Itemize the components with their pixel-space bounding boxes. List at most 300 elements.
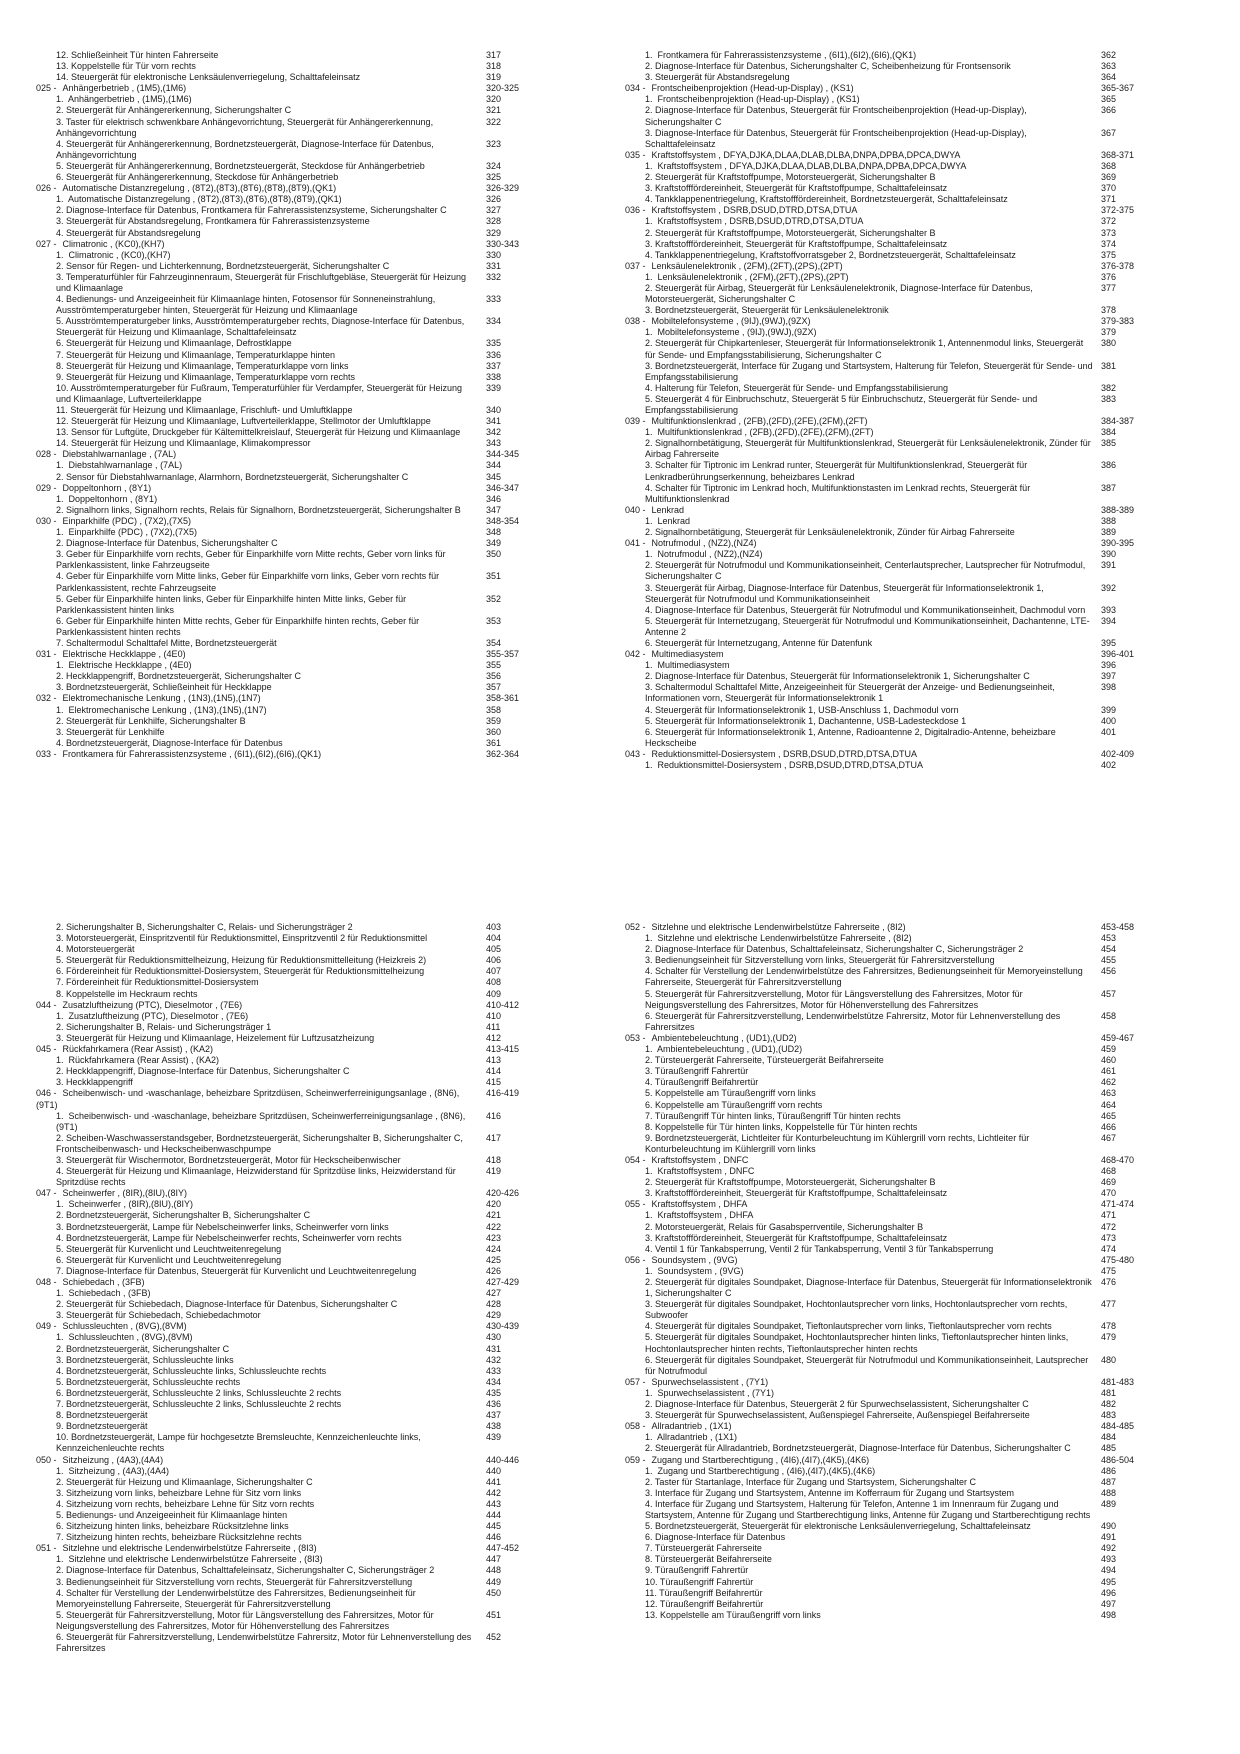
entry-text xyxy=(625,716,1093,727)
entry-page-number: 341 xyxy=(486,416,502,427)
entry-title: 2. Heckklappengriff, Diagnose-Interface für Datenbus, Sicherungshalter C xyxy=(56,1066,350,1077)
entry-text xyxy=(625,316,1093,327)
entry-page-number: 402 xyxy=(1101,760,1117,770)
entry-text xyxy=(36,1288,478,1299)
index-entry-row xyxy=(36,1332,550,1343)
entry-text xyxy=(625,549,1093,560)
entry-page-number: 474 xyxy=(1101,1243,1117,1254)
entry-page-number: 367 xyxy=(1101,127,1117,138)
entry-page-number: 406 xyxy=(486,955,502,966)
entry-page-number: 369 xyxy=(1101,172,1117,183)
entry-title: 6. Sitzheizung hinten links, beheizbare Rücksitzlehne links xyxy=(56,1521,289,1532)
entry-page-number: 374 xyxy=(1101,238,1117,249)
entry-page-number: 323 xyxy=(486,138,502,149)
entry-text xyxy=(625,438,1093,460)
entry-text xyxy=(36,361,478,372)
entry-text xyxy=(36,72,478,83)
entry-title: 4. Türaußengriff Beifahrertür xyxy=(645,1077,759,1088)
entry-page-number: 368 xyxy=(1101,160,1117,171)
entry-page-number: 399 xyxy=(1101,704,1117,715)
entry-title: 9. Steuergerät für Heizung und Klimaanlage, Temperaturklappe vorn rechts xyxy=(56,371,356,382)
entry-title: 3. Türaußengriff Fahrertür xyxy=(645,1066,749,1077)
index-entry-row xyxy=(625,989,1165,1011)
index-entry-row xyxy=(36,216,550,227)
entry-text xyxy=(36,749,478,760)
entry-text xyxy=(36,682,478,693)
entry-title: 4. Bordnetzsteuergerät, Schlussleuchte links, Schlussleuchte rechts xyxy=(56,1365,327,1376)
entry-page-number: 340 xyxy=(486,405,502,415)
entry-page-number: 318 xyxy=(486,61,502,72)
entry-page-number: 387 xyxy=(1101,482,1117,493)
section-code: 043 - xyxy=(625,748,646,759)
section-title: Anhängerbetrieb , (1M5),(1M6) xyxy=(62,83,187,94)
index-entry-row xyxy=(36,1421,550,1432)
entry-text xyxy=(625,1033,1093,1044)
entry-title: 2. Steuergerät für Kraftstoffpumpe, Motorsteuergerät, Sicherungshalter B xyxy=(645,172,936,183)
entry-page-number: 319 xyxy=(486,72,502,83)
index-entry-row xyxy=(625,1077,1165,1088)
entry-page-number: 472 xyxy=(1101,1221,1117,1232)
index-entry-row xyxy=(36,549,550,571)
entry-text xyxy=(36,316,478,338)
entry-text xyxy=(625,172,1093,183)
entry-title: 4. Sitzheizung vorn rechts, beheizbare Lehne für Sitz vorn rechts xyxy=(56,1498,315,1509)
entry-text xyxy=(36,1166,478,1188)
index-entry-row xyxy=(625,361,1165,383)
entry-text xyxy=(625,105,1093,127)
index-entry-row xyxy=(625,194,1165,205)
entry-page-number: 433 xyxy=(486,1365,502,1376)
entry-page-number: 498 xyxy=(1101,1609,1117,1620)
section-code: 054 - xyxy=(625,1154,646,1165)
entry-page-number: 476 xyxy=(1101,1277,1117,1287)
entry-page-number: 348-354 xyxy=(486,515,520,526)
entry-title: 7. Diagnose-Interface für Datenbus, Steuergerät für Kurvenlicht und Leuchtweitenregelung xyxy=(56,1265,417,1276)
entry-text xyxy=(36,438,478,449)
entry-text xyxy=(36,571,478,593)
entry-page-number: 418 xyxy=(486,1154,502,1165)
entry-text xyxy=(36,1321,478,1332)
index-section-row xyxy=(625,505,1165,516)
entry-page-number: 360 xyxy=(486,726,502,737)
index-entry-row xyxy=(625,283,1165,305)
entry-title: 1. Zusatzluftheizung (PTC), Dieselmotor , (7E6) xyxy=(56,1010,249,1021)
entry-text xyxy=(625,1122,1093,1133)
entry-title: 4. Diagnose-Interface für Datenbus, Steuergerät für Notrufmodul und Kommunikationseinheit, Dachmodul vorn xyxy=(645,604,1086,615)
index-entry-row xyxy=(36,1366,550,1377)
entry-text xyxy=(36,638,478,649)
index-entry-row xyxy=(36,571,550,593)
index-entry-row xyxy=(36,1033,550,1044)
section-code: 029 - xyxy=(36,482,57,493)
index-entry-row xyxy=(36,405,550,416)
entry-page-number: 346-347 xyxy=(486,482,520,493)
entry-page-number: 364 xyxy=(1101,72,1117,83)
entry-page-number: 466 xyxy=(1101,1121,1117,1132)
entry-title: 1. Sitzlehne und elektrische Lendenwirbelstütze Fahrerseite , (8I3) xyxy=(56,1554,323,1565)
entry-page-number: 390-395 xyxy=(1101,538,1135,549)
index-entry-row xyxy=(36,294,550,316)
entry-page-number: 480 xyxy=(1101,1354,1117,1365)
index-entry-row xyxy=(625,1332,1165,1354)
index-entry-row xyxy=(625,1210,1165,1221)
index-entry-row xyxy=(625,760,1165,771)
section-title: Scheinwerfer , (8IR),(8IU),(8IY) xyxy=(62,1188,188,1199)
entry-text xyxy=(625,1155,1093,1166)
entry-text xyxy=(36,738,478,749)
entry-title: 7. Türsteuergerät Fahrerseite xyxy=(645,1543,762,1554)
entry-page-number: 331 xyxy=(486,260,502,271)
entry-title: 6. Bordnetzsteuergerät, Schlussleuchte 2 links, Schlussleuchte 2 rechts xyxy=(56,1387,342,1398)
index-entry-row xyxy=(625,1011,1165,1033)
entry-page-number: 385 xyxy=(1101,438,1117,449)
entry-text xyxy=(625,1177,1093,1188)
index-entry-row xyxy=(36,1510,550,1521)
index-entry-row xyxy=(625,1100,1165,1111)
index-section-row xyxy=(625,1033,1165,1044)
entry-text xyxy=(36,94,478,105)
entry-page-number: 431 xyxy=(486,1343,502,1354)
index-entry-row xyxy=(625,394,1165,416)
entry-title: 6. Steuergerät für Kurvenlicht und Leuchtweitenregelung xyxy=(56,1254,282,1265)
entry-title: 5. Bedienungs- und Anzeigeeinheit für Klimaanlage hinten xyxy=(56,1509,288,1520)
entry-text xyxy=(36,61,478,72)
index-entry-row xyxy=(625,1588,1165,1599)
entry-title: 2. Steuergerät für Lenkhilfe, Sicherungshalter B xyxy=(56,715,246,726)
entry-page-number: 355-357 xyxy=(486,649,520,660)
entry-text xyxy=(36,117,478,139)
entry-title: 1. Ambientebeleuchtung , (UD1),(UD2) xyxy=(645,1044,803,1055)
entry-title: 2. Steuergerät für Airbag, Steuergerät für Lenksäulenelektronik, Diagnose-Interface für Datenbus, Motorsteuergerät, Sicherungshalter C xyxy=(645,282,1036,305)
entry-text xyxy=(36,1022,478,1033)
entry-text xyxy=(625,966,1093,988)
index-entry-row xyxy=(625,105,1165,127)
entry-text xyxy=(625,1610,1093,1621)
entry-title: 4. Schalter für Verstellung der Lendenwirbelstütze des Fahrersitzes, Bedienungseinheit für Memoryeinstellung Fahrerseite, Steuergerät für Fahrersitzverstellung xyxy=(645,966,1086,988)
section-code: 058 - xyxy=(625,1421,646,1432)
entry-text xyxy=(625,338,1093,360)
index-section-row xyxy=(36,649,550,660)
entry-title: 2. Diagnose-Interface für Datenbus, Sicherungshalter C, Scheibenheizung für Frontsensorik xyxy=(645,61,1011,72)
entry-title: 1. Frontkamera für Fahrerassistenzsysteme , (6I1),(6I2),(6I6),(QK1) xyxy=(645,50,917,60)
entry-page-number: 390 xyxy=(1101,549,1117,560)
entry-page-number: 317 xyxy=(486,50,502,60)
section-code: 045 - xyxy=(36,1044,57,1055)
index-entry-row xyxy=(36,1632,550,1654)
entry-text xyxy=(625,922,1093,933)
index-entry-row xyxy=(36,1310,550,1321)
entry-text xyxy=(625,327,1093,338)
section-title: Zusatzluftheizung (PTC), Dieselmotor , (7E6) xyxy=(62,999,243,1010)
entry-title: 11. Türaußengriff Beifahrertür xyxy=(645,1587,763,1598)
entry-text xyxy=(36,1299,478,1310)
entry-text xyxy=(625,1432,1093,1443)
index-section-row xyxy=(625,538,1165,549)
entry-text xyxy=(36,1155,478,1166)
entry-title: 2. Scheiben-Waschwasserstandsgeber, Bordnetzsteuergerät, Sicherungshalter B, Sicherungshalter C, Frontscheibenwasch- und Heckscheibenwaschpumpe xyxy=(56,1132,466,1154)
entry-page-number: 345 xyxy=(486,471,502,482)
entry-text xyxy=(625,705,1093,716)
entry-text xyxy=(36,1344,478,1355)
index-entry-row xyxy=(36,228,550,239)
entry-text xyxy=(36,1111,478,1133)
entry-title: 4. Bordnetzsteuergerät, Lampe für Nebelscheinwerfer rechts, Scheinwerfer vorn rechts xyxy=(56,1232,402,1243)
entry-page-number: 467 xyxy=(1101,1132,1117,1143)
index-entry-row xyxy=(625,1565,1165,1576)
entry-title: 4. Ventil 1 für Tankabsperrung, Ventil 2 für Tankabsperrung, Ventil 3 für Tankabsperrung xyxy=(645,1243,994,1254)
entry-page-number: 475 xyxy=(1101,1265,1117,1276)
entry-title: 2. Steuergerät für Kraftstoffpumpe, Motorsteuergerät, Sicherungshalter B xyxy=(645,1177,936,1188)
index-entry-row xyxy=(36,338,550,349)
entry-title: 2. Taster für Startanlage, Interface für Zugang und Startsystem, Sicherungshalter C xyxy=(645,1476,977,1487)
entry-title: 4. Halterung für Telefon, Steuergerät für Sende- und Empfangsstabilisierung xyxy=(645,382,949,393)
entry-text xyxy=(36,527,478,538)
entry-page-number: 420-426 xyxy=(486,1188,520,1199)
index-entry-row xyxy=(625,933,1165,944)
entry-page-number: 493 xyxy=(1101,1554,1117,1565)
entry-title: 3. Taster für elektrisch schwenkbare Anhängevorrichtung, Steuergerät für Anhängererkennung, Anhängevorrichtung xyxy=(56,116,436,138)
entry-text xyxy=(625,1111,1093,1122)
entry-title: 4. Schalter für Verstellung der Lendenwirbelstütze des Fahrersitzes, Bedienungseinheit für Memoryeinstellung Fahrerseite, Steuergerät für Fahrersitzverstellung xyxy=(56,1587,419,1609)
entry-text xyxy=(36,1577,478,1588)
entry-page-number: 408 xyxy=(486,977,502,988)
entry-title: 2. Steuergerät für Chipkartenleser, Steuergerät für Informationselektronik 1, Antennenmodul links, Steuergerät für Sende- und Empfangsstabilisierung, Sicherungshalter C xyxy=(645,338,1086,360)
entry-text xyxy=(36,1210,478,1221)
index-entry-row xyxy=(625,1543,1165,1554)
index-entry-row xyxy=(36,1344,550,1355)
index-entry-row xyxy=(625,1554,1165,1565)
entry-text xyxy=(625,727,1093,749)
index-section-row xyxy=(36,483,550,494)
entry-text xyxy=(625,1488,1093,1499)
index-entry-row xyxy=(36,1233,550,1244)
entry-page-number: 482 xyxy=(1101,1399,1117,1410)
index-section-row xyxy=(36,83,550,94)
entry-text xyxy=(36,649,478,660)
entry-text xyxy=(36,405,478,416)
entry-page-number: 439 xyxy=(486,1432,502,1443)
index-entry-row xyxy=(36,172,550,183)
entry-text xyxy=(36,383,478,405)
entry-page-number: 394 xyxy=(1101,615,1117,626)
section-code: 036 - xyxy=(625,205,646,216)
entry-page-number: 414 xyxy=(486,1066,502,1077)
entry-title: 1. Elektrische Heckklappe , (4E0) xyxy=(56,660,192,671)
entry-title: 3. Bordnetzsteuergerät, Schließeinheit für Heckklappe xyxy=(56,682,272,693)
entry-page-number: 421 xyxy=(486,1210,502,1221)
entry-text xyxy=(36,1000,478,1011)
entry-text xyxy=(36,416,478,427)
index-column-page2-left xyxy=(36,922,550,1654)
entry-text xyxy=(625,1543,1093,1554)
entry-title: 1. Elektromechanische Lenkung , (1N3),(1N5),(1N7) xyxy=(56,704,267,715)
entry-title: 1. Diebstahlwarnanlage , (7AL) xyxy=(56,460,183,471)
entry-title: 3. Kraftstofffördereinheit, Steuergerät für Kraftstoffpumpe, Schalttafeleinsatz xyxy=(645,238,948,249)
entry-title: 9. Bordnetzsteuergerät xyxy=(56,1421,148,1432)
index-entry-row xyxy=(625,583,1165,605)
entry-page-number: 477 xyxy=(1101,1299,1117,1310)
index-entry-row xyxy=(36,1532,550,1543)
index-section-row xyxy=(36,183,550,194)
entry-page-number: 465 xyxy=(1101,1110,1117,1121)
entry-title: 8. Steuergerät für Heizung und Klimaanlage, Temperaturklappe vorn links xyxy=(56,360,349,371)
section-title: Sitzheizung , (4A3),(4A4) xyxy=(62,1454,164,1465)
entry-page-number: 495 xyxy=(1101,1576,1117,1587)
section-code: 030 - xyxy=(36,515,57,526)
entry-title: 14. Steuergerät für elektronische Lenksäulenverriegelung, Schalttafeleinsatz xyxy=(56,72,361,83)
index-entry-row xyxy=(36,966,550,977)
entry-page-number: 404 xyxy=(486,933,502,944)
entry-page-number: 326 xyxy=(486,194,502,205)
entry-page-number: 410 xyxy=(486,1010,502,1021)
entry-text xyxy=(625,660,1093,671)
entry-text xyxy=(36,1377,478,1388)
entry-page-number: 363 xyxy=(1101,61,1117,72)
entry-page-number: 420 xyxy=(486,1199,502,1210)
entry-text xyxy=(36,1388,478,1399)
index-entry-row xyxy=(36,671,550,682)
index-entry-row xyxy=(36,194,550,205)
index-entry-row xyxy=(36,94,550,105)
entry-page-number: 423 xyxy=(486,1232,502,1243)
section-code: 033 - xyxy=(36,748,57,759)
entry-title: 3. Steuergerät für Abstandsregelung, Frontkamera für Fahrerassistenzsysteme xyxy=(56,216,370,227)
entry-text xyxy=(36,239,478,250)
entry-text xyxy=(625,1255,1093,1266)
index-entry-row xyxy=(625,172,1165,183)
entry-text xyxy=(36,294,478,316)
entry-title: 1. Zugang und Startberechtigung , (4I6),(4I7),(4K5),(4K6) xyxy=(645,1465,876,1476)
entry-title: 6. Steuergerät für Fahrersitzverstellung, Lendenwirbelstütze Fahrersitz, Motor für Lehnenverstellung des Fahrersitzes xyxy=(645,1010,1063,1032)
entry-text xyxy=(36,594,478,616)
entry-title: 3. Steuergerät für Lenkhilfe xyxy=(56,726,165,737)
entry-page-number: 425 xyxy=(486,1254,502,1265)
entry-text xyxy=(36,1510,478,1521)
entry-text xyxy=(36,1521,478,1532)
entry-title: 6. Diagnose-Interface für Datenbus xyxy=(645,1532,786,1543)
entry-title: 4. Schalter für Tiptronic im Lenkrad hoch, Multifunktionstasten im Lenkrad rechts, Steuergerät für Multifunktionslenkrad xyxy=(645,482,1033,504)
entry-text xyxy=(625,128,1093,150)
entry-text xyxy=(625,1565,1093,1576)
index-entry-row xyxy=(36,1133,550,1155)
entry-text xyxy=(36,272,478,294)
section-title: Reduktionsmittel-Dosiersystem , DSRB,DSUD,DTRD,DTSA,DTUA xyxy=(651,748,918,759)
index-entry-row xyxy=(625,1321,1165,1332)
entry-text xyxy=(36,1199,478,1210)
entry-text xyxy=(36,1632,478,1654)
index-entry-row xyxy=(36,1377,550,1388)
section-code: 052 - xyxy=(625,922,646,932)
index-entry-row xyxy=(36,594,550,616)
entry-page-number: 373 xyxy=(1101,227,1117,238)
entry-text xyxy=(36,261,478,272)
entry-text xyxy=(625,1133,1093,1155)
entry-text xyxy=(625,1377,1093,1388)
entry-title: 2. Steuergerät für Allradantrieb, Bordnetzsteuergerät, Diagnose-Interface für Datenbus, Sicherungshalter C xyxy=(645,1443,1071,1454)
entry-title: 7. Türaußengriff Tür hinten links, Türaußengriff Tür hinten rechts xyxy=(645,1110,901,1121)
entry-title: 1. Rückfahrkamera (Rear Assist) , (KA2) xyxy=(56,1055,220,1066)
entry-page-number: 484-485 xyxy=(1101,1421,1135,1432)
entry-title: 1. Schiebedach , (3FB) xyxy=(56,1288,151,1299)
entry-page-number: 375 xyxy=(1101,249,1117,260)
entry-page-number: 326-329 xyxy=(486,183,520,194)
index-entry-row xyxy=(36,50,550,61)
section-title: Spurwechselassistent , (7Y1) xyxy=(651,1376,769,1387)
entry-title: 3. Sitzheizung vorn links, beheizbare Lehne für Sitz vorn links xyxy=(56,1487,302,1498)
entry-text xyxy=(625,616,1093,638)
entry-title: 2. Signalhornbetätigung, Steuergerät für Lenksäulenelektronik, Zünder für Airbag Fahrerseite xyxy=(645,527,1015,538)
entry-page-number: 464 xyxy=(1101,1099,1117,1110)
entry-page-number: 370 xyxy=(1101,183,1117,194)
entry-page-number: 335 xyxy=(486,338,502,349)
index-column-page1-left xyxy=(36,50,550,760)
entry-title: 4. Steuergerät für Informationselektronik 1, USB-Anschluss 1, Dachmodul vorn xyxy=(645,704,959,715)
entry-text xyxy=(36,1332,478,1343)
entry-text xyxy=(36,1410,478,1421)
index-entry-row xyxy=(625,460,1165,482)
index-entry-row xyxy=(36,316,550,338)
entry-text xyxy=(625,50,1093,61)
index-entry-row xyxy=(625,944,1165,955)
entry-text xyxy=(625,638,1093,649)
index-entry-row xyxy=(625,955,1165,966)
entry-text xyxy=(625,416,1093,427)
entry-text xyxy=(625,1199,1093,1210)
entry-title: 8. Türsteuergerät Beifahrerseite xyxy=(645,1554,772,1565)
index-entry-row xyxy=(36,638,550,649)
entry-title: 10. Türaußengriff Fahrertür xyxy=(645,1576,754,1587)
entry-title: 1. Lenkrad xyxy=(645,515,691,526)
entry-text xyxy=(625,1355,1093,1377)
section-code: 040 - xyxy=(625,504,646,515)
index-entry-row xyxy=(36,1055,550,1066)
entry-text xyxy=(625,228,1093,239)
section-title: Elektrische Heckklappe , (4E0) xyxy=(62,649,186,660)
entry-text xyxy=(36,1222,478,1233)
entry-title: 2. Steuergerät für Anhängererkennung, Sicherungshalter C xyxy=(56,105,292,116)
entry-title: 1. Schlussleuchten , (8VG),(8VM) xyxy=(56,1332,193,1343)
entry-page-number: 358-361 xyxy=(486,693,520,704)
entry-title: 1. Spurwechselassistent , (7Y1) xyxy=(645,1387,775,1398)
entry-page-number: 434 xyxy=(486,1376,502,1387)
index-entry-row xyxy=(625,128,1165,150)
entry-title: 4. Steuergerät für Heizung und Klimaanlage, Heizwiderstand für Spritzdüse links, Heizwiderstand für Spritzdüse rechts xyxy=(56,1166,459,1188)
entry-text xyxy=(625,1599,1093,1610)
section-code: 034 - xyxy=(625,83,646,94)
section-title: Kraftstoffsystem , DNFC xyxy=(651,1154,749,1165)
entry-page-number: 443 xyxy=(486,1498,502,1509)
entry-text xyxy=(36,1610,478,1632)
index-section-row xyxy=(625,1155,1165,1166)
entry-text xyxy=(36,989,478,1000)
entry-title: 6. Koppelstelle am Türaußengriff vorn rechts xyxy=(645,1099,823,1110)
index-entry-row xyxy=(625,716,1165,727)
index-entry-row xyxy=(625,1443,1165,1454)
index-entry-row xyxy=(36,660,550,671)
entry-page-number: 453-458 xyxy=(1101,922,1135,932)
index-entry-row xyxy=(625,1122,1165,1133)
entry-page-number: 349 xyxy=(486,538,502,549)
index-section-row xyxy=(36,1321,550,1332)
index-entry-row xyxy=(36,1288,550,1299)
entry-title: 1. Multimediasystem xyxy=(645,660,730,671)
entry-title: 3. Temperaturfühler für Fahrzeuginnenraum, Steuergerät für Frischluftgebläse, Steuergerät für Heizung und Klimaanlage xyxy=(56,271,469,293)
entry-text xyxy=(625,460,1093,482)
section-code: 057 - xyxy=(625,1376,646,1387)
entry-page-number: 413 xyxy=(486,1055,502,1066)
entry-page-number: 342 xyxy=(486,427,502,438)
index-entry-row xyxy=(625,483,1165,505)
